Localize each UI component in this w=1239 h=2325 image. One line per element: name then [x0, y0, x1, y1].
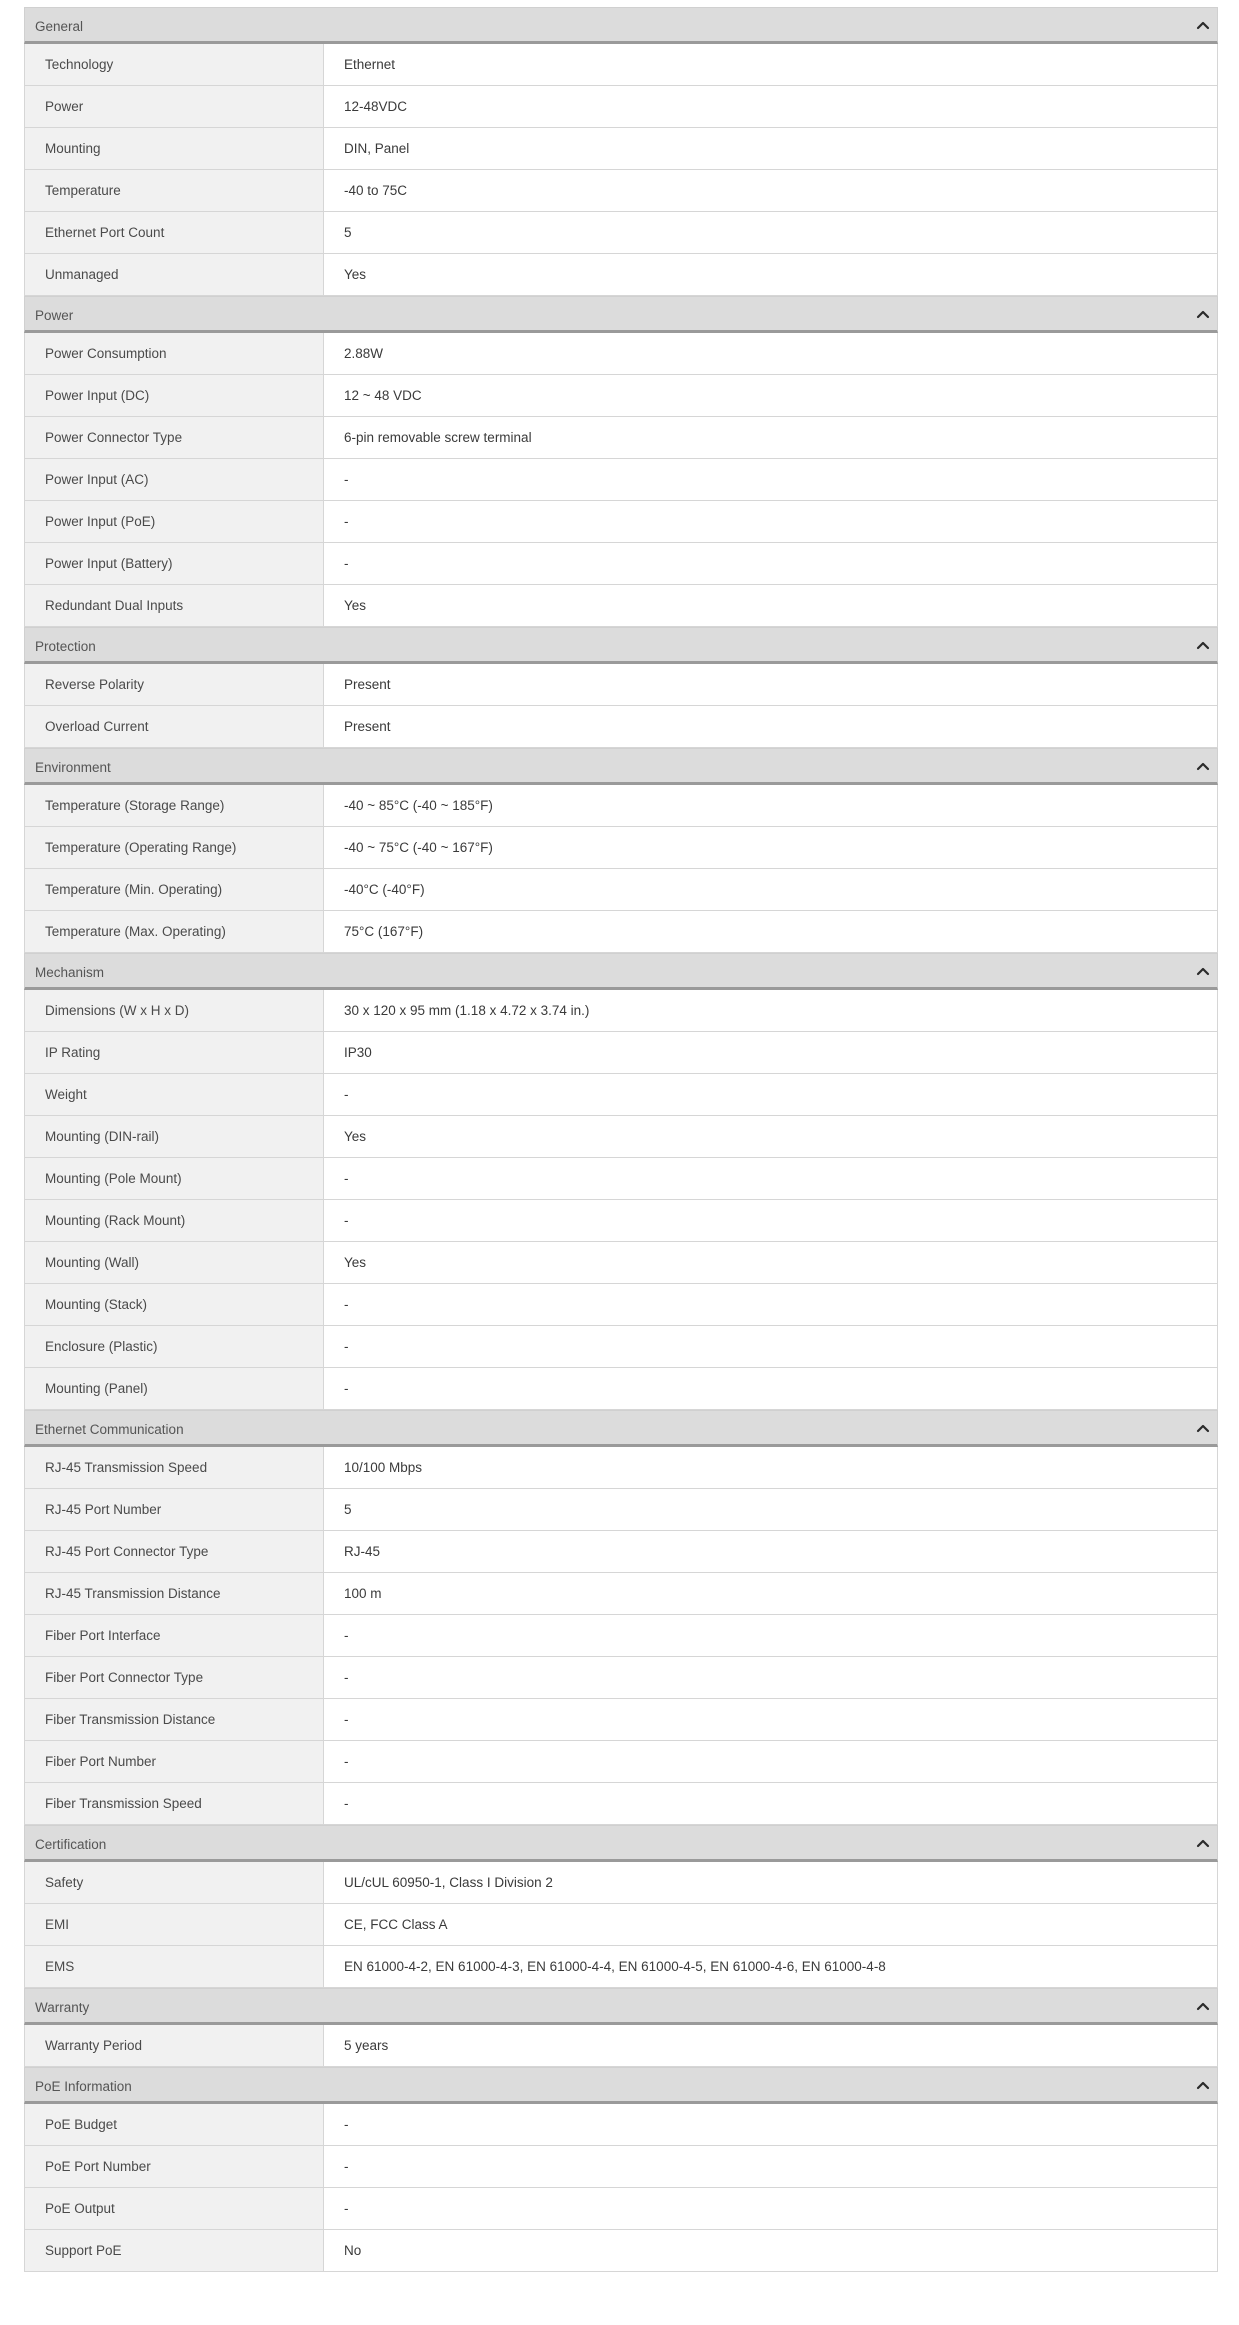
section-rows: [24, 990, 1218, 1410]
spec-label: Fiber Port Connector Type: [25, 1657, 324, 1698]
spec-value: -: [324, 501, 1217, 542]
spec-row: [24, 911, 1218, 953]
section-title: Power: [35, 308, 74, 323]
spec-row: [24, 1741, 1218, 1783]
spec-row: [24, 44, 1218, 86]
spec-value: Yes: [324, 254, 1217, 295]
spec-label: Temperature (Operating Range): [25, 827, 324, 868]
spec-section-mechanism: [24, 953, 1218, 1410]
spec-row: [24, 1158, 1218, 1200]
chevron-up-icon[interactable]: [1195, 17, 1211, 33]
spec-row: [24, 990, 1218, 1032]
section-title: Mechanism: [35, 965, 105, 980]
spec-value: 10/100 Mbps: [324, 1447, 1217, 1488]
spec-value: 5: [324, 1489, 1217, 1530]
spec-label: RJ-45 Port Connector Type: [25, 1531, 324, 1572]
spec-value: 12 ~ 48 VDC: [324, 375, 1217, 416]
spec-label: Weight: [25, 1074, 324, 1115]
spec-row: [24, 1615, 1218, 1657]
spec-label: Dimensions (W x H x D): [25, 990, 324, 1031]
spec-value: -: [324, 1699, 1217, 1740]
spec-row: [24, 86, 1218, 128]
spec-row: [24, 1368, 1218, 1410]
chevron-up-icon[interactable]: [1195, 963, 1211, 979]
spec-value: -: [324, 1615, 1217, 1656]
spec-label: Mounting (Stack): [25, 1284, 324, 1325]
spec-row: [24, 1032, 1218, 1074]
spec-section-ethernet-communication: [24, 1410, 1218, 1825]
spec-label: Unmanaged: [25, 254, 324, 295]
section-title: PoE Information: [35, 2079, 132, 2094]
spec-value: -: [324, 459, 1217, 500]
section-header[interactable]: [24, 1825, 1218, 1862]
spec-row: [24, 827, 1218, 869]
spec-value: -: [324, 1200, 1217, 1241]
section-title: Warranty: [35, 2000, 90, 2015]
spec-row: [24, 1783, 1218, 1825]
spec-label: RJ-45 Transmission Distance: [25, 1573, 324, 1614]
spec-label: IP Rating: [25, 1032, 324, 1073]
section-header[interactable]: [24, 627, 1218, 664]
spec-row: [24, 1531, 1218, 1573]
spec-row: [24, 1242, 1218, 1284]
spec-row: [24, 1489, 1218, 1531]
spec-row: [24, 2025, 1218, 2067]
spec-section-environment: [24, 748, 1218, 953]
spec-value: CE, FCC Class A: [324, 1904, 1217, 1945]
spec-row: [24, 543, 1218, 585]
spec-row: [24, 1946, 1218, 1988]
section-header[interactable]: [24, 748, 1218, 785]
spec-label: Power Connector Type: [25, 417, 324, 458]
spec-row: [24, 1699, 1218, 1741]
spec-value: UL/cUL 60950-1, Class I Division 2: [324, 1862, 1217, 1903]
spec-value: 2.88W: [324, 333, 1217, 374]
spec-label: Reverse Polarity: [25, 664, 324, 705]
spec-section-protection: [24, 627, 1218, 748]
spec-value: 100 m: [324, 1573, 1217, 1614]
spec-label: Power Input (Battery): [25, 543, 324, 584]
section-rows: [24, 2104, 1218, 2272]
spec-label: Temperature: [25, 170, 324, 211]
spec-label: Fiber Transmission Distance: [25, 1699, 324, 1740]
spec-row: [24, 1074, 1218, 1116]
spec-label: Power Input (DC): [25, 375, 324, 416]
spec-label: Temperature (Min. Operating): [25, 869, 324, 910]
spec-value: EN 61000-4-2, EN 61000-4-3, EN 61000-4-4, EN 61000-4-5, EN 61000-4-6, EN 61000-4-8: [324, 1946, 1217, 1987]
spec-row: [24, 664, 1218, 706]
spec-row: [24, 254, 1218, 296]
spec-value: -: [324, 1284, 1217, 1325]
chevron-up-icon[interactable]: [1195, 1420, 1211, 1436]
spec-row: [24, 501, 1218, 543]
section-header[interactable]: [24, 953, 1218, 990]
spec-row: [24, 2230, 1218, 2272]
spec-row: [24, 333, 1218, 375]
chevron-up-icon[interactable]: [1195, 1835, 1211, 1851]
chevron-up-icon[interactable]: [1195, 758, 1211, 774]
spec-row: [24, 869, 1218, 911]
spec-row: [24, 2104, 1218, 2146]
section-rows: [24, 2025, 1218, 2067]
spec-value: -: [324, 1074, 1217, 1115]
spec-row: [24, 128, 1218, 170]
spec-row: [24, 1904, 1218, 1946]
spec-row: [24, 585, 1218, 627]
spec-value: No: [324, 2230, 1217, 2271]
spec-row: [24, 1447, 1218, 1489]
chevron-up-icon[interactable]: [1195, 2077, 1211, 2093]
spec-value: 12-48VDC: [324, 86, 1217, 127]
spec-label: Power Input (AC): [25, 459, 324, 500]
spec-label: Enclosure (Plastic): [25, 1326, 324, 1367]
section-title: Ethernet Communication: [35, 1422, 184, 1437]
spec-row: [24, 375, 1218, 417]
spec-label: Mounting (Rack Mount): [25, 1200, 324, 1241]
spec-label: PoE Port Number: [25, 2146, 324, 2187]
section-rows: [24, 44, 1218, 296]
spec-value: -40°C (-40°F): [324, 869, 1217, 910]
spec-value: -40 ~ 75°C (-40 ~ 167°F): [324, 827, 1217, 868]
spec-row: [24, 1200, 1218, 1242]
spec-table: [24, 7, 1218, 2272]
spec-row: [24, 417, 1218, 459]
section-title: General: [35, 19, 84, 34]
spec-label: Technology: [25, 44, 324, 85]
section-rows: [24, 1447, 1218, 1825]
spec-value: IP30: [324, 1032, 1217, 1073]
chevron-up-icon[interactable]: [1195, 637, 1211, 653]
spec-label: Mounting (Wall): [25, 1242, 324, 1283]
spec-value: Yes: [324, 1242, 1217, 1283]
spec-label: Mounting (Pole Mount): [25, 1158, 324, 1199]
spec-row: [24, 706, 1218, 748]
spec-row: [24, 170, 1218, 212]
spec-value: 5 years: [324, 2025, 1217, 2066]
spec-value: -: [324, 2146, 1217, 2187]
spec-label: PoE Output: [25, 2188, 324, 2229]
spec-label: Mounting (DIN-rail): [25, 1116, 324, 1157]
chevron-up-icon[interactable]: [1195, 1998, 1211, 2014]
spec-value: DIN, Panel: [324, 128, 1217, 169]
spec-value: Ethernet: [324, 44, 1217, 85]
spec-label: PoE Budget: [25, 2104, 324, 2145]
section-rows: [24, 785, 1218, 953]
spec-value: -: [324, 1783, 1217, 1824]
spec-section-power: [24, 296, 1218, 627]
spec-row: [24, 1862, 1218, 1904]
spec-value: Yes: [324, 585, 1217, 626]
spec-label: Mounting: [25, 128, 324, 169]
spec-label: Warranty Period: [25, 2025, 324, 2066]
spec-row: [24, 212, 1218, 254]
spec-label: RJ-45 Transmission Speed: [25, 1447, 324, 1488]
spec-label: EMS: [25, 1946, 324, 1987]
section-header[interactable]: [24, 1410, 1218, 1447]
spec-value: Present: [324, 706, 1217, 747]
spec-row: [24, 1573, 1218, 1615]
spec-value: 30 x 120 x 95 mm (1.18 x 4.72 x 3.74 in.): [324, 990, 1217, 1031]
spec-row: [24, 2188, 1218, 2230]
spec-label: Fiber Transmission Speed: [25, 1783, 324, 1824]
spec-label: EMI: [25, 1904, 324, 1945]
spec-value: -40 to 75C: [324, 170, 1217, 211]
spec-value: -: [324, 1158, 1217, 1199]
section-title: Environment: [35, 760, 111, 775]
spec-row: [24, 2146, 1218, 2188]
section-title: Protection: [35, 639, 96, 654]
spec-value: Present: [324, 664, 1217, 705]
spec-value: RJ-45: [324, 1531, 1217, 1572]
spec-label: Temperature (Max. Operating): [25, 911, 324, 952]
spec-label: Power Input (PoE): [25, 501, 324, 542]
spec-value: -: [324, 543, 1217, 584]
spec-value: -40 ~ 85°C (-40 ~ 185°F): [324, 785, 1217, 826]
spec-label: Mounting (Panel): [25, 1368, 324, 1409]
spec-value: 6-pin removable screw terminal: [324, 417, 1217, 458]
section-header[interactable]: [24, 296, 1218, 333]
spec-section-general: [24, 7, 1218, 296]
spec-section-certification: [24, 1825, 1218, 1988]
spec-label: Redundant Dual Inputs: [25, 585, 324, 626]
spec-value: -: [324, 1741, 1217, 1782]
spec-label: Safety: [25, 1862, 324, 1903]
spec-label: Support PoE: [25, 2230, 324, 2271]
spec-label: Fiber Port Interface: [25, 1615, 324, 1656]
spec-label: Power Consumption: [25, 333, 324, 374]
spec-section-poe-information: [24, 2067, 1218, 2272]
section-rows: [24, 333, 1218, 627]
spec-value: -: [324, 1326, 1217, 1367]
section-header[interactable]: [24, 1988, 1218, 2025]
spec-value: -: [324, 2188, 1217, 2229]
spec-row: [24, 1284, 1218, 1326]
section-rows: [24, 1862, 1218, 1988]
spec-row: [24, 1116, 1218, 1158]
spec-section-warranty: [24, 1988, 1218, 2067]
spec-value: -: [324, 2104, 1217, 2145]
spec-row: [24, 459, 1218, 501]
spec-label: Overload Current: [25, 706, 324, 747]
spec-label: Power: [25, 86, 324, 127]
spec-value: 75°C (167°F): [324, 911, 1217, 952]
spec-label: RJ-45 Port Number: [25, 1489, 324, 1530]
spec-label: Ethernet Port Count: [25, 212, 324, 253]
spec-value: Yes: [324, 1116, 1217, 1157]
section-rows: [24, 664, 1218, 748]
section-title: Certification: [35, 1837, 107, 1852]
spec-row: [24, 1657, 1218, 1699]
spec-value: 5: [324, 212, 1217, 253]
section-header[interactable]: [24, 7, 1218, 44]
spec-label: Temperature (Storage Range): [25, 785, 324, 826]
section-header[interactable]: [24, 2067, 1218, 2104]
spec-row: [24, 785, 1218, 827]
chevron-up-icon[interactable]: [1195, 306, 1211, 322]
spec-label: Fiber Port Number: [25, 1741, 324, 1782]
spec-row: [24, 1326, 1218, 1368]
spec-value: -: [324, 1657, 1217, 1698]
spec-value: -: [324, 1368, 1217, 1409]
